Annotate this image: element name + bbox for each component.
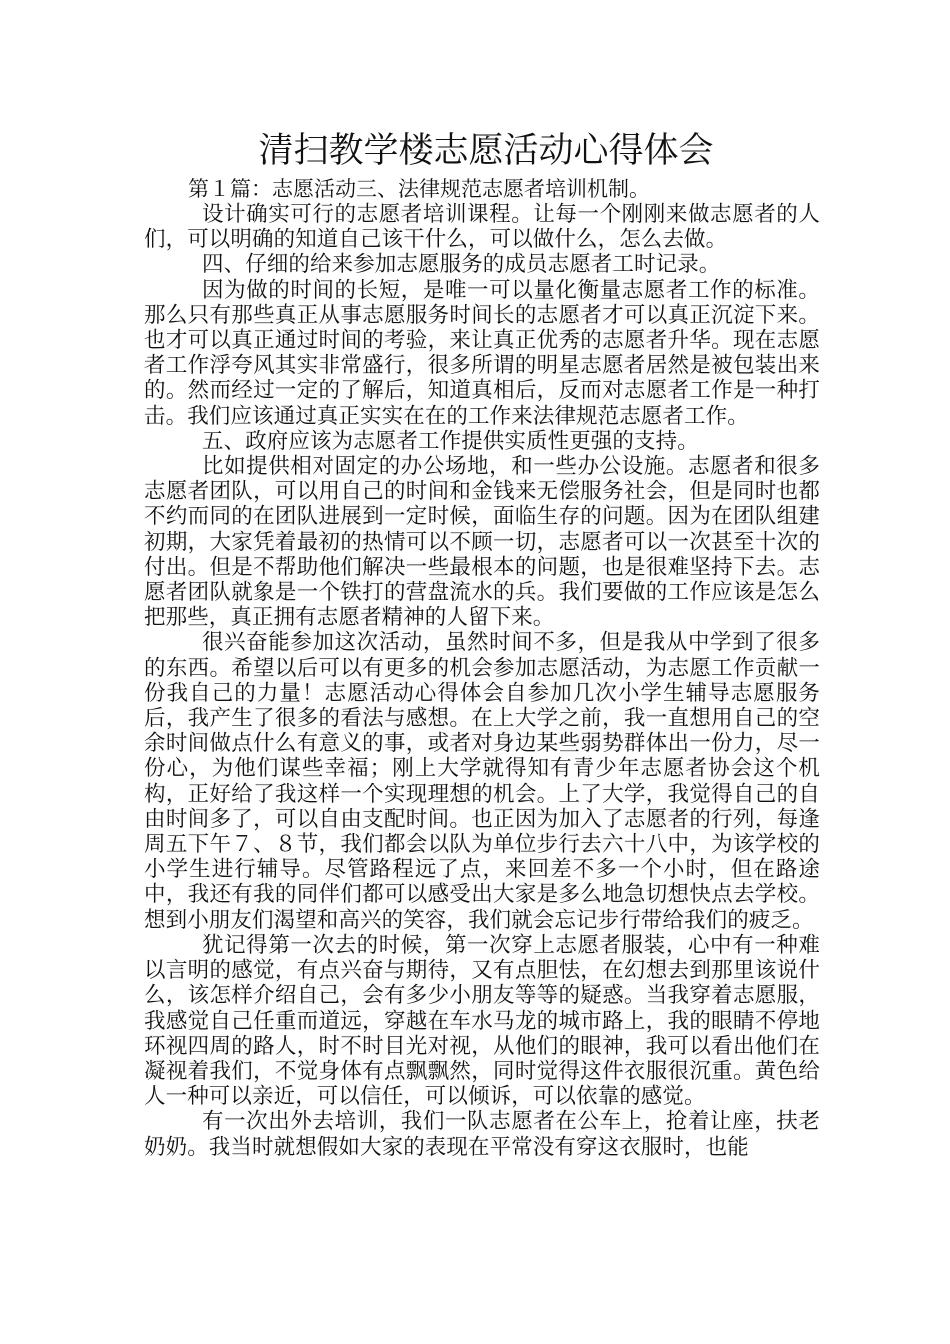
paragraph-8: 有一次出外去培训，我们一队志愿者在公车上，抢着让座，扶老奶奶。我当时就想假如大家的表现在平常没有穿这衣服时，也能 bbox=[144, 1109, 820, 1160]
paragraph-5: 比如提供相对固定的办公场地，和一些办公设施。志愿者和很多志愿者团队，可以用自己的时间和金钱来无偿服务社会，但是同时也都不约而同的在团队进展到一定时候，面临生存的问题。因为在团队组建初期，大家凭着最初的热情可以不顾一切，志愿者可以一次甚至十次的付出。但是不帮助他们解决一些最根本的问题，也是很难坚持下去。志愿者团队就象是一个铁打的营盘流水的兵。我们要做的工作应该是怎么把那些，真正拥有志愿者精神的人留下来。 bbox=[144, 454, 820, 631]
document-title: 清扫教学楼志愿活动心得体会 bbox=[258, 131, 714, 171]
paragraph-7: 犹记得第一次去的时候，第一次穿上志愿者服装，心中有一种难以言明的感觉，有点兴奋与期待，又有点胆怯，在幻想去到那里该说什么，该怎样介绍自己，会有多少小朋友等等的疑惑。当我穿着志愿服，我感觉自己任重而道远，穿越在车水马龙的城市路上，我的眼睛不停地环视四周的路人，时不时目光对视，从他们的眼神，我可以看出他们在凝视着我们，不觉身体有点飘飘然，同时觉得这件衣服很沉重。黄色给人一种可以亲近，可以信任，可以倾诉，可以依靠的感觉。 bbox=[144, 932, 820, 1110]
paragraph-6: 很兴奋能参加这次活动，虽然时间不多，但是我从中学到了很多的东西。希望以后可以有更多的机会参加志愿活动，为志愿工作贡献一份我自己的力量！志愿活动心得体会自参加几次小学生辅导志愿服务后，我产生了很多的看法与感想。在上大学之前，我一直想用自己的空余时间做点什么有意义的事，或者对身边某些弱势群体出一份力，尽一份心，为他们谋些幸福；刚上大学就得知有青少年志愿者协会这个机构，正好给了我这样一个实现理想的机会。上了大学，我觉得自己的自由时间多了，可以自由支配时间。也正因为加入了志愿者的行列，每逢周五下午７、８节，我们都会以队为单位步行去六十八中，为该学校的小学生进行辅导。尽管路程远了点，来回差不多一个小时，但在路途中，我还有我的同伴们都可以感受出大家是多么地急切想快点去学校。想到小朋友们渴望和高兴的笑容，我们就会忘记步行带给我们的疲乏。 bbox=[144, 630, 820, 933]
document-page bbox=[144, 128, 820, 1160]
paragraph-1: 设计确实可行的志愿者培训课程。让每一个刚刚来做志愿者的人们，可以明确的知道自己该干什么，可以做什么，怎么去做。 bbox=[144, 202, 820, 253]
paragraph-4: 五、政府应该为志愿者工作提供实质性更强的支持。 bbox=[202, 428, 699, 454]
paragraph-2: 四、仔细的给来参加志愿服务的成员志愿者工时记录。 bbox=[202, 252, 721, 278]
document-subtitle: 第１篇：志愿活动三、法律规范志愿者培训机制。 bbox=[188, 177, 650, 201]
paragraph-3: 因为做的时间的长短，是唯一可以量化衡量志愿者工作的标准。那么只有那些真正从事志愿服务时间长的志愿者才可以真正沉淀下来。也才可以真正通过时间的考验，来让真正优秀的志愿者升华。现在志愿者工作浮夸风其实非常盛行，很多所谓的明星志愿者居然是被包装出来的。然而经过一定的了解后，知道真相后，反而对志愿者工作是一种打击。我们应该通过真正实实在在的工作来法律规范志愿者工作。 bbox=[144, 277, 820, 429]
